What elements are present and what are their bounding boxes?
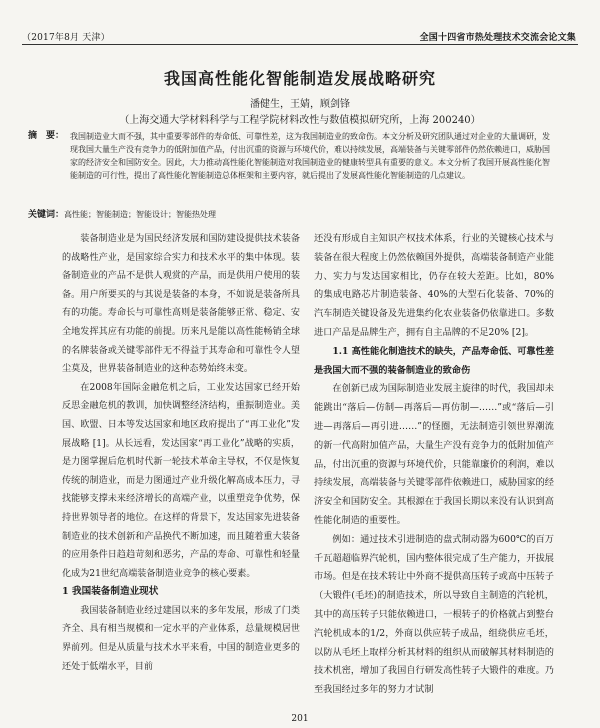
abstract-label: 摘 要： [28, 131, 65, 141]
authors: 潘健生，王婧，顾剑锋 [250, 99, 350, 110]
left-column [62, 230, 300, 676]
keywords-text: 高性能；智能制造；智能设计；智能热处理 [64, 210, 217, 219]
left-paragraph-2: 在2008年国际金融危机之后，工业发达国家已经开始反思金融危机的教训，加快调整经济结构，重振制造业。美国、欧盟、日本等发达国家和地区政府提出了“再工业化”发展战略 [1]。从长远看，发达国家“再工业化”战略的实质，是力图掌握后危机时代新一轮技术革命主导权，不仅是恢复传统的制造业，而是力图通过产业升级化解高成本压力，寻找能够支撑未来经济增长的高端产业，以重塑竞争优势，保持世界领导者的地位。在这样的背景下，发达国家先进装备制造业的技术创新和产品换代不断加速，而且随着重大装备的应用条件日趋趋苛刻和恶劣，产品的寿命、可靠性和轻量化成为21世纪高端装备制造业竞争的核心要素。 [62, 382, 300, 579]
keywords [28, 208, 550, 222]
right-column [314, 230, 554, 700]
right-paragraph-2: 在创新已成为国际制造业发展主旋律的时代，我国却未能跳出“落后—仿制—再落后—再仿制—……”或“落后—引进—再落后—再引进……”的怪圈，无法制造引领世界潮流的新一代高附加值产品，大量生产没有竞争力的低附加值产品，付出沉重的资源与环境代价，只能靠廉价的利润，难以持续发展，高端装备与关键零部件依赖进口，威胁国家的经济安全和国防安全。其根源在于我国长期以来没有认识到高性能化制造的重要性。 [314, 383, 554, 526]
affiliation: （上海交通大学材料科学与工程学院材料改性与数值模拟研究所，上海 200240） [119, 115, 481, 126]
paper-title: 我国高性能化智能制造发展战略研究 [163, 69, 436, 88]
abstract [28, 130, 550, 182]
right-paragraph-1: 还没有形成自主知识产权技术体系，行业的关键核心技术与装备在很大程度上仍然依赖国外提供，高端装备制造产业能力、实力与发达国家相比，仍存在较大差距。比如，80%的集成电路芯片制造装备、40%的大型石化装备、70%的汽车制造关键设备及先进集约化农业装备仍依靠进口。多数进口产品是品牌生产，拥有自主品牌的不足20% [2]。 [314, 233, 554, 338]
header-right: 全国十四省市热处理技术交流会论文集 [419, 33, 576, 43]
page-number: 201 [291, 714, 309, 724]
left-paragraph-1: 装备制造业是为国民经济发展和国防建设提供技术装备的战略性产业，是国家综合实力和技术水平的集中体现。装备制造业的产品不是供人观赏的产品，而是供用户使用的装备。用户所要买的与其说是装备的本身，不如说是装备所具有的功能。寿命长与可靠性高则是装备能够正常、稳定、安全地发挥其应有功能的前提。历来凡是能以高性能畅销全球的名牌装备或关键零部件无不得益于其寿命和可靠性令人望尘莫及，世界装备制造业的这种态势始终未变。 [62, 234, 300, 375]
subsection-heading-1-1: 1.1 高性能化制造技术的缺失，产品寿命低、可靠性差是我国大而不强的装备制造业的致命伤 [314, 345, 554, 376]
header-rule [22, 44, 578, 45]
section-heading-1: 1 我国装备制造业现状 [62, 586, 159, 598]
right-paragraph-3: 例如：通过技术引进制造的盘式制动器为600℃的百万千瓦超超临界汽轮机，国内整体很完成了生产能力，开拔展市场。但是在技术转让中外商不提供高压转子或高中压转子（大锻件(毛坯)的制造技术，所以导致自主制造的汽轮机，其中的高压转子只能依赖进口，一根转子的价格就占到整台汽轮机成本的1/2，外商以供应转子成品，组绕供应毛坯，以防从毛坯上取样分析其材料的组织从而破解其材料制造的技术机密，增加了我国自行研发高性转子大锻件的难度。乃至我国经过多年的努力才试制 [314, 533, 554, 696]
abstract-text: 我国制造业大而不强，其中重要零部件的寿命低、可靠性差，这为我国制造业的致命伤。本文分析及研究团队通过对企业的大量调研，发现我国大量生产没有竞争力的低附加值产品，付出沉重的资源与环境代价，难以持续发展，高端装备与关键零部件仍然依赖进口，威胁国家的经济安全和国防安全。因此，大力推动高性能化智能制造对我国制造业的健康转型具有重要的意义。本文分析了我国开展高性能化智能制造的可行性，提出了高性能化智能制造总体框架和主要内容，就后提出了发展高性能化智能制造的几点建议。 [70, 132, 550, 180]
left-paragraph-3: 我国装备制造业经过建国以来的多年发展，形成了门类齐全、具有相当规模和一定水平的产业体系，总量规模居世界前列。但是从质量与技术水平来看，中国的制造业更多的还处于低端水平，目前 [62, 605, 300, 672]
header-left: （2017年8月 天津） [22, 33, 110, 43]
keywords-label: 关键词： [28, 210, 65, 220]
